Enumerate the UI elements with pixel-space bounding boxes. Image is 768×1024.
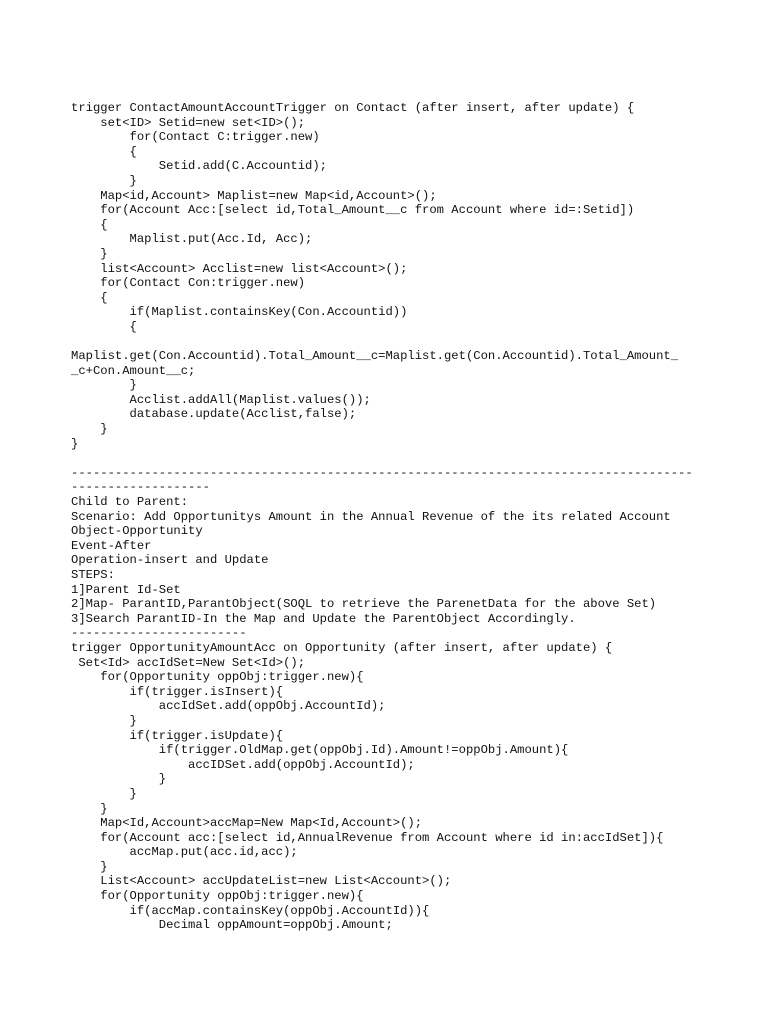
code-line: database.update(Acclist,false); [71, 407, 357, 422]
code-line: Maplist.get(Con.Accountid).Total_Amount__c=Maplist.get(Con.Accountid).Total_Amount_ [71, 349, 679, 364]
code-line: 1]Parent Id-Set [71, 582, 181, 597]
code-line: trigger ContactAmountAccountTrigger on Contact (after insert, after update) { [71, 101, 635, 115]
code-line: accIdSet.add(oppObj.AccountId); [71, 699, 386, 714]
code-line: { [71, 319, 137, 334]
code-line: } [71, 246, 108, 261]
code-line: set<ID> Setid=new set<ID>(); [71, 115, 306, 130]
code-line: _c+Con.Amount__c; [71, 363, 196, 378]
code-line: Maplist.put(Acc.Id, Acc); [71, 232, 313, 247]
code-line: } [71, 772, 167, 787]
code-line: Setid.add(C.Accountid); [71, 159, 327, 174]
code-line: Decimal oppAmount=oppObj.Amount; [71, 918, 393, 933]
code-line: Acclist.addAll(Maplist.values()); [71, 392, 371, 407]
code-line: Map<Id,Account>accMap=New Map<Id,Account>(); [71, 816, 423, 831]
code-block [71, 101, 751, 933]
code-line: ------------------------------------------------------------------------------------- [71, 465, 693, 480]
code-line: 2]Map- ParantID,ParantObject(SOQL to retrieve the ParenetData for the above Set) [71, 597, 657, 612]
code-line [71, 451, 751, 466]
code-line: for(Contact C:trigger.new) [71, 130, 320, 145]
code-line: { [71, 144, 137, 159]
code-line: if(trigger.OldMap.get(oppObj.Id).Amount!=oppObj.Amount){ [71, 743, 569, 758]
code-line: } [71, 173, 137, 188]
code-line: if(trigger.isInsert){ [71, 684, 284, 699]
code-line: Set<Id> accIdSet=New Set<Id>(); [71, 655, 306, 670]
code-line: for(Opportunity oppObj:trigger.new){ [71, 670, 364, 685]
code-line: for(Account acc:[select id,AnnualRevenue from Account where id in:accIdSet]){ [71, 830, 664, 845]
code-line: accMap.put(acc.id,acc); [71, 845, 298, 860]
code-line: accIDSet.add(oppObj.AccountId); [71, 757, 415, 772]
code-line: } [71, 378, 137, 393]
code-line: Operation-insert and Update [71, 553, 269, 568]
code-line: Scenario: Add Opportunitys Amount in the Annual Revenue of the its related Account [71, 509, 671, 524]
code-line: } [71, 436, 79, 451]
code-line: STEPS: [71, 568, 115, 582]
code-line: ------------------------ [71, 626, 247, 641]
code-line: list<Account> Acclist=new list<Account>(); [71, 261, 408, 276]
code-line: { [71, 217, 108, 232]
code-line: { [71, 290, 108, 305]
code-line: List<Account> accUpdateList=new List<Account>(); [71, 874, 452, 889]
code-line: } [71, 713, 137, 728]
code-line: trigger OpportunityAmountAcc on Opportunity (after insert, after update) { [71, 640, 613, 655]
code-line: if(trigger.isUpdate){ [71, 728, 284, 743]
code-line: } [71, 859, 108, 874]
code-line: if(accMap.containsKey(oppObj.AccountId)){ [71, 903, 430, 918]
code-line: Map<id,Account> Maplist=new Map<id,Account>(); [71, 188, 437, 203]
code-line: Child to Parent: [71, 495, 189, 510]
code-line [71, 335, 751, 350]
code-line: ------------------- [71, 480, 210, 495]
code-line: Event-After [71, 538, 152, 553]
code-line: } [71, 786, 137, 801]
code-line: } [71, 422, 108, 437]
code-line: Object-Opportunity [71, 524, 203, 539]
code-line: if(Maplist.containsKey(Con.Accountid)) [71, 305, 408, 320]
code-line: for(Opportunity oppObj:trigger.new){ [71, 889, 364, 904]
code-line: } [71, 801, 108, 816]
code-line: for(Account Acc:[select id,Total_Amount__c from Account where id=:Setid]) [71, 203, 635, 218]
code-line: 3]Search ParantID-In the Map and Update the ParentObject Accordingly. [71, 611, 576, 626]
code-line: for(Contact Con:trigger.new) [71, 276, 306, 291]
